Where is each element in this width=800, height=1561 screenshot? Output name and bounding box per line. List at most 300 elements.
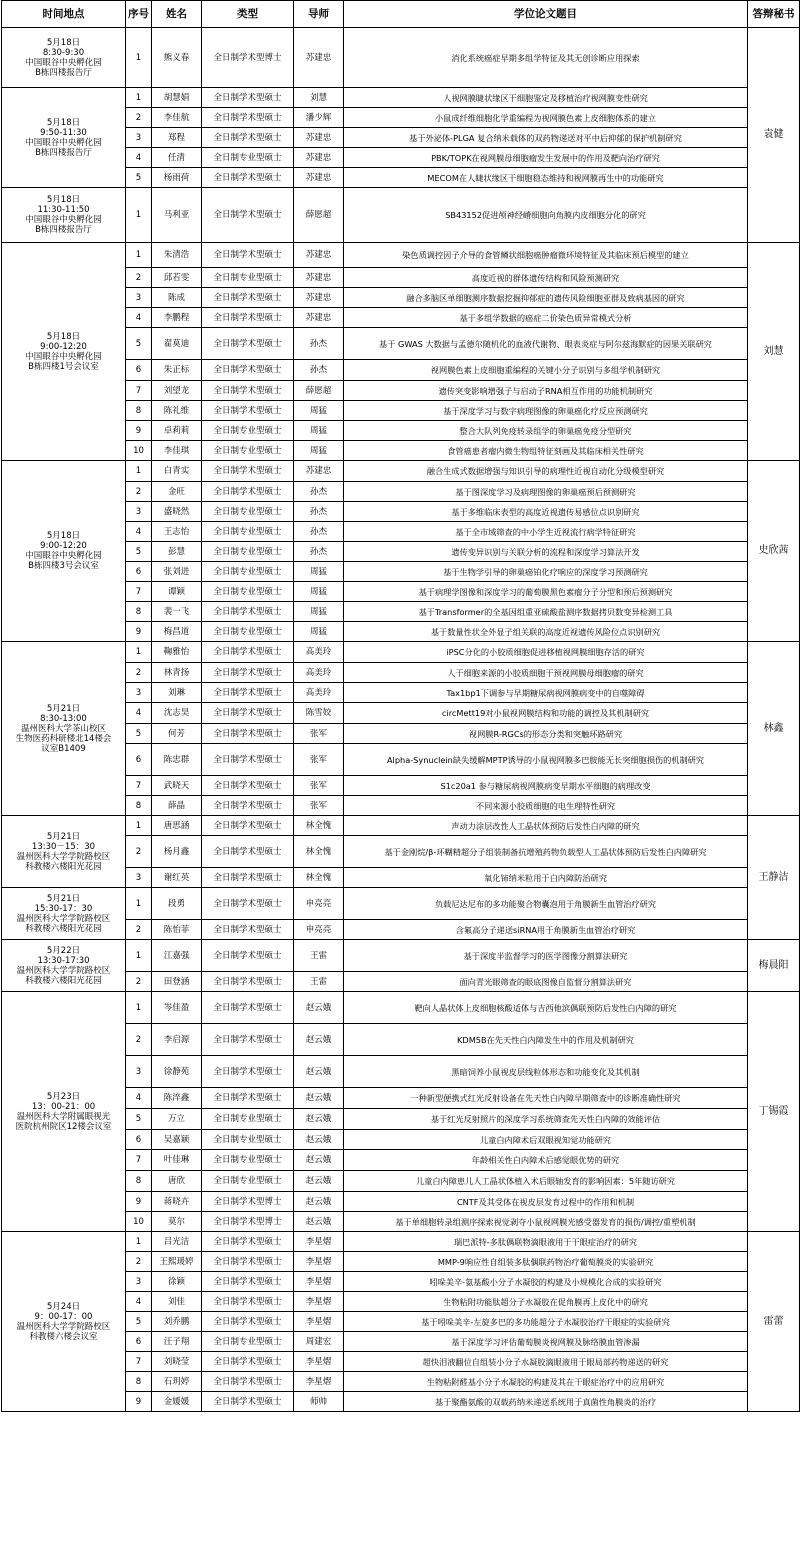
- thesis-title: 整合大队列免疫转录组学的卵巢癌免疫分型研究: [344, 421, 748, 441]
- degree-type: 全日制学术型硕士: [202, 1352, 294, 1372]
- advisor-name: 刘慧: [294, 88, 344, 108]
- thesis-title: 人视网膜睫状缘区干细胞鉴定及移植治疗视网膜变性研究: [344, 88, 748, 108]
- table-row: [2, 1232, 800, 1252]
- advisor-name: 张军: [294, 796, 344, 816]
- degree-type: 全日制学术型硕士: [202, 776, 294, 796]
- student-name: 王熙瑗婷: [152, 1252, 202, 1272]
- row-number: 3: [126, 868, 152, 888]
- degree-type: 全日制学术型硕士: [202, 188, 294, 243]
- thesis-title: 靶向人晶状体上皮细胞核酸适体与吉西他滨偶联预防后发性白内障的研究: [344, 992, 748, 1024]
- thesis-title: 声动力涂层改性人工晶状体预防后发性白内障的研究: [344, 816, 748, 836]
- thesis-title: 基于数量性状全外显子组关联的高度近视遗传风险位点识别研究: [344, 622, 748, 642]
- row-number: 3: [126, 502, 152, 522]
- session-time-location: [2, 243, 126, 461]
- session-line: 温州医科大学学院路校区: [16, 965, 111, 976]
- table-row: [2, 88, 800, 108]
- thesis-title: 吲哚美辛-氨基酸小分子水凝胶的构建及小规模化合成的实验研究: [344, 1272, 748, 1292]
- table-row: [2, 642, 800, 663]
- session-line: 5月21日: [46, 893, 81, 904]
- row-number: 8: [126, 796, 152, 816]
- degree-type: 全日制学术型硕士: [202, 1312, 294, 1332]
- student-name: 陈成: [152, 288, 202, 308]
- advisor-name: 薛愿超: [294, 188, 344, 243]
- thesis-title: 视网膜色素上皮细胞重编程的关键小分子识别与多组学机制研究: [344, 360, 748, 381]
- row-number: 3: [126, 683, 152, 703]
- advisor-name: 陈雪姣: [294, 703, 344, 724]
- table-row: [2, 461, 800, 482]
- row-number: 6: [126, 1130, 152, 1150]
- degree-type: 全日制学术型硕士: [202, 1056, 294, 1088]
- table-row: [2, 188, 800, 243]
- row-number: 7: [126, 381, 152, 401]
- degree-type: 全日制学术型硕士: [202, 816, 294, 836]
- degree-type: 全日制专业型硕士: [202, 421, 294, 441]
- session-line: 科教楼六楼阳光花园: [25, 975, 102, 986]
- advisor-name: 孙杰: [294, 360, 344, 381]
- thesis-title: 瑞巴派特-多肽偶联物滴眼液用于干眼症治疗的研究: [344, 1232, 748, 1252]
- advisor-name: 林全愧: [294, 868, 344, 888]
- table-row: [2, 940, 800, 972]
- advisor-name: 王雷: [294, 972, 344, 992]
- thesis-title: 基于红光反射照片的深度学习系统筛查先天性白内障的效能评估: [344, 1109, 748, 1130]
- row-number: 9: [126, 622, 152, 642]
- degree-type: 全日制学术型硕士: [202, 703, 294, 724]
- degree-type: 全日制学术型硕士: [202, 108, 294, 128]
- row-number: 2: [126, 1024, 152, 1056]
- thesis-title: 基于深度学习评估葡萄膜炎视网膜及脉络膜血管渗漏: [344, 1332, 748, 1352]
- row-number: 3: [126, 1272, 152, 1292]
- advisor-name: 周建宏: [294, 1332, 344, 1352]
- degree-type: 全日制学术型硕士: [202, 744, 294, 776]
- row-number: 8: [126, 602, 152, 622]
- student-name: 邱若雯: [152, 268, 202, 288]
- advisor-name: 苏建忠: [294, 128, 344, 148]
- session-line: 15:30-17：30: [34, 903, 93, 914]
- thesis-title: 年龄相关性白内障术后感觉眼优势的研究: [344, 1150, 748, 1171]
- advisor-name: 苏建忠: [294, 308, 344, 328]
- student-name: 胡慧娟: [152, 88, 202, 108]
- student-name: 李鹏程: [152, 308, 202, 328]
- row-number: 7: [126, 1150, 152, 1171]
- session-time-location: [2, 816, 126, 888]
- advisor-name: 张军: [294, 744, 344, 776]
- session-line: 5月22日: [46, 945, 81, 956]
- degree-type: 全日制学术型硕士: [202, 168, 294, 188]
- advisor-name: 苏建忠: [294, 168, 344, 188]
- thesis-title: 负载尼达尼布的多功能聚合物囊泡用于角膜新生血管治疗研究: [344, 888, 748, 920]
- degree-type: 全日制学术型硕士: [202, 360, 294, 381]
- table-row: [2, 816, 800, 836]
- thesis-title: 一种新型便携式红光反射设备在先天性白内障早期筛查中的诊断准确性研究: [344, 1088, 748, 1109]
- session-line: B栋四楼1号会议室: [28, 361, 99, 372]
- thesis-title: 儿童白内障患儿人工晶状体植入术后眼轴发育的影响因素：5年随访研究: [344, 1171, 748, 1192]
- degree-type: 全日制学术型硕士: [202, 972, 294, 992]
- advisor-name: 苏建忠: [294, 243, 344, 268]
- degree-type: 全日制学术型硕士: [202, 128, 294, 148]
- degree-type: 全日制学术型硕士: [202, 888, 294, 920]
- advisor-name: 赵云娥: [294, 992, 344, 1024]
- degree-type: 全日制专业型硕士: [202, 1109, 294, 1130]
- student-name: 陈礼维: [152, 401, 202, 421]
- row-number: 4: [126, 308, 152, 328]
- row-number: 2: [126, 268, 152, 288]
- thesis-title: PBK/TOPK在视网膜母细胞瘤发生发展中的作用及靶向治疗研究: [344, 148, 748, 168]
- thesis-title: 融合生成式数据增强与知识引导的病理性近视自动化分级模型研究: [344, 461, 748, 482]
- degree-type: 全日制专业型硕士: [202, 622, 294, 642]
- advisor-name: 赵云娥: [294, 1130, 344, 1150]
- student-name: 万立: [152, 1109, 202, 1130]
- header-thesis-title: 学位论文题目: [344, 1, 748, 28]
- student-name: 盛晓然: [152, 502, 202, 522]
- session-line: 9:00-12:20: [40, 541, 87, 551]
- session-line: 5月23日: [46, 1091, 81, 1102]
- degree-type: 全日制学术型硕士: [202, 683, 294, 703]
- defense-secretary: 王静洁: [748, 816, 800, 940]
- thesis-title: 生物粘附功能肽超分子水凝胶在促角膜再上皮化中的研究: [344, 1292, 748, 1312]
- defense-secretary: 丁锡霞: [748, 992, 800, 1232]
- row-number: 1: [126, 188, 152, 243]
- thesis-title: 基于吲哚美辛-左旋多巴的多功能超分子水凝胶治疗干眼症的实验研究: [344, 1312, 748, 1332]
- defense-secretary: 林鑫: [748, 642, 800, 816]
- advisor-name: 周猛: [294, 401, 344, 421]
- session-line: 13:30－15：30: [31, 841, 96, 852]
- student-name: 卓莉莉: [152, 421, 202, 441]
- degree-type: 全日制学术型硕士: [202, 401, 294, 421]
- advisor-name: 李星熠: [294, 1312, 344, 1332]
- session-line: 中国眼谷中央孵化园: [25, 57, 102, 68]
- student-name: 叶佳琳: [152, 1150, 202, 1171]
- advisor-name: 林全愧: [294, 836, 344, 868]
- degree-type: 全日制专业型硕士: [202, 522, 294, 542]
- degree-type: 全日制专业型硕士: [202, 441, 294, 461]
- row-number: 7: [126, 582, 152, 602]
- thesis-title: 面向青光眼筛查的眼底图像自监督分割算法研究: [344, 972, 748, 992]
- degree-type: 全日制学术型硕士: [202, 88, 294, 108]
- table-row: [2, 992, 800, 1024]
- degree-type: 全日制专业型硕士: [202, 1130, 294, 1150]
- header-type: 类型: [202, 1, 294, 28]
- session-time-location: [2, 188, 126, 243]
- advisor-name: 赵云娥: [294, 1024, 344, 1056]
- thesis-title: 融合多脑区单细胞测序数据挖掘抑郁症的遗传风险细胞亚群及致病基因的研究: [344, 288, 748, 308]
- session-time-location: [2, 940, 126, 992]
- session-time-location: [2, 461, 126, 642]
- table-row: [2, 28, 800, 88]
- header-advisor: 导师: [294, 1, 344, 28]
- student-name: 林青扬: [152, 663, 202, 683]
- row-number: 6: [126, 360, 152, 381]
- thesis-title: 不同来源小胶质细胞的电生理特性研究: [344, 796, 748, 816]
- session-line: 8:30-9:30: [42, 47, 85, 58]
- session-line: 5月21日: [46, 831, 81, 842]
- student-name: 马利亚: [152, 188, 202, 243]
- thesis-title: 小鼠成纤维细胞化学重编程为视网膜色素上皮细胞体系的建立: [344, 108, 748, 128]
- student-name: 吴嘉颖: [152, 1130, 202, 1150]
- thesis-title: 基于金刚烷/β-环糊精超分子组装制备抗增殖药物负载型人工晶状体预防后发性白内障研究: [344, 836, 748, 868]
- degree-type: 全日制学术型硕士: [202, 1272, 294, 1292]
- degree-type: 全日制学术型博士: [202, 1192, 294, 1212]
- student-name: 段勇: [152, 888, 202, 920]
- defense-secretary: 刘慧: [748, 243, 800, 461]
- row-number: 9: [126, 1192, 152, 1212]
- student-name: 李佳琪: [152, 441, 202, 461]
- header-secretary: 答辩秘书: [748, 1, 800, 28]
- advisor-name: 高美玲: [294, 663, 344, 683]
- row-number: 1: [126, 992, 152, 1024]
- advisor-name: 王雷: [294, 940, 344, 972]
- degree-type: 全日制学术型硕士: [202, 1372, 294, 1392]
- advisor-name: 孙杰: [294, 522, 344, 542]
- advisor-name: 赵云娥: [294, 1109, 344, 1130]
- advisor-name: 苏建忠: [294, 288, 344, 308]
- thesis-title: 含氟高分子递送siRNA用于角膜新生血管治疗研究: [344, 920, 748, 940]
- defense-secretary: 袁健: [748, 28, 800, 243]
- row-number: 1: [126, 243, 152, 268]
- advisor-name: 苏建忠: [294, 28, 344, 88]
- session-line: 5月18日: [46, 117, 81, 128]
- student-name: 陈淬鑫: [152, 1088, 202, 1109]
- degree-type: 全日制学术型硕士: [202, 1024, 294, 1056]
- student-name: 吕光洁: [152, 1232, 202, 1252]
- row-number: 3: [126, 288, 152, 308]
- student-name: 翟莫迪: [152, 328, 202, 360]
- thesis-title: 基于深度学习与数字病理图像的卵巢癌化疗反应预测研究: [344, 401, 748, 421]
- defense-schedule-table: [1, 0, 800, 1412]
- degree-type: 全日制专业型硕士: [202, 1150, 294, 1171]
- session-time-location: [2, 888, 126, 940]
- advisor-name: 张军: [294, 776, 344, 796]
- advisor-name: 高美玲: [294, 642, 344, 663]
- degree-type: 全日制学术型博士: [202, 1212, 294, 1232]
- row-number: 2: [126, 972, 152, 992]
- advisor-name: 赵云娥: [294, 1212, 344, 1232]
- student-name: 沈志昊: [152, 703, 202, 724]
- row-number: 5: [126, 168, 152, 188]
- thesis-title: 基于 GWAS 大数据与孟德尔随机化的血液代谢物、眼表炎症与阿尔兹海默症的因果关联研究: [344, 328, 748, 360]
- row-number: 4: [126, 148, 152, 168]
- student-name: 刘佳: [152, 1292, 202, 1312]
- student-name: 郑程: [152, 128, 202, 148]
- degree-type: 全日制学术型硕士: [202, 1392, 294, 1412]
- header-number: 序号: [126, 1, 152, 28]
- advisor-name: 潘少辉: [294, 108, 344, 128]
- student-name: 张刘进: [152, 562, 202, 582]
- session-time-location: [2, 88, 126, 188]
- degree-type: 全日制学术型硕士: [202, 328, 294, 360]
- row-number: 10: [126, 441, 152, 461]
- session-line: 5月18日: [46, 195, 81, 205]
- thesis-title: 基于单细胞转录组测序探索视觉剥夺小鼠视网膜光感受器发育的损伤/调控/重塑机制: [344, 1212, 748, 1232]
- thesis-title: 基于病理学图像和深度学习的葡萄膜黑色素瘤分子分型和预后预测研究: [344, 582, 748, 602]
- student-name: 唐思涵: [152, 816, 202, 836]
- row-number: 8: [126, 401, 152, 421]
- thesis-title: 遗传突变影响增强子与启动子RNA相互作用的功能机制研究: [344, 381, 748, 401]
- advisor-name: 周猛: [294, 441, 344, 461]
- row-number: 2: [126, 920, 152, 940]
- advisor-name: 李星熠: [294, 1232, 344, 1252]
- advisor-name: 周猛: [294, 562, 344, 582]
- row-number: 4: [126, 703, 152, 724]
- advisor-name: 赵云娥: [294, 1088, 344, 1109]
- session-line: 11:30-11:50: [37, 205, 90, 215]
- session-line: 5月18日: [46, 531, 81, 541]
- session-line: 5月18日: [46, 331, 81, 342]
- row-number: 2: [126, 1252, 152, 1272]
- session-time-location: [2, 642, 126, 816]
- row-number: 8: [126, 1372, 152, 1392]
- student-name: 鞠雅怡: [152, 642, 202, 663]
- row-number: 1: [126, 816, 152, 836]
- advisor-name: 高美玲: [294, 683, 344, 703]
- row-number: 1: [126, 642, 152, 663]
- student-name: 唐欣: [152, 1171, 202, 1192]
- student-name: 任清: [152, 148, 202, 168]
- degree-type: 全日制学术型硕士: [202, 940, 294, 972]
- thesis-title: KDM5B在先天性白内障发生中的作用及机制研究: [344, 1024, 748, 1056]
- student-name: 陈怡菲: [152, 920, 202, 940]
- student-name: 江嘉强: [152, 940, 202, 972]
- student-name: 武晓天: [152, 776, 202, 796]
- session-line: 5月21日: [46, 703, 81, 714]
- row-number: 3: [126, 128, 152, 148]
- student-name: 白青实: [152, 461, 202, 482]
- student-name: 蒋晓卉: [152, 1192, 202, 1212]
- session-time-location: [2, 992, 126, 1232]
- thesis-title: 遗传变异识别与关联分析的流程和深度学习算法开发: [344, 542, 748, 562]
- session-line: 科教楼六楼会议室: [29, 1331, 98, 1342]
- student-name: 朱清浩: [152, 243, 202, 268]
- row-number: 9: [126, 421, 152, 441]
- student-name: 岑佳盈: [152, 992, 202, 1024]
- student-name: 刘晓莹: [152, 1352, 202, 1372]
- thesis-title: 基于生物学引导的卵巢癌铂化疗响应的深度学习预测研究: [344, 562, 748, 582]
- degree-type: 全日制学术型硕士: [202, 868, 294, 888]
- session-line: 13:30-17:30: [37, 955, 90, 966]
- thesis-title: 超快泪液翻位自组装小分子水凝胶滴眼液用于眼局部药物递送的研究: [344, 1352, 748, 1372]
- thesis-title: Alpha-Synuclein缺失缓解MPTP诱导的小鼠视网膜多巴胺能无长突细胞损伤的机制研究: [344, 744, 748, 776]
- row-number: 4: [126, 1292, 152, 1312]
- student-name: 金旺: [152, 482, 202, 502]
- student-name: 莫尔: [152, 1212, 202, 1232]
- advisor-name: 林全愧: [294, 816, 344, 836]
- session-line: 13：00-21：00: [31, 1101, 96, 1112]
- row-number: 1: [126, 888, 152, 920]
- thesis-title: 基于深度半监督学习的医学图像分割算法研究: [344, 940, 748, 972]
- defense-secretary: 梅晨阳: [748, 940, 800, 992]
- student-name: 田登涵: [152, 972, 202, 992]
- advisor-name: 苏建忠: [294, 268, 344, 288]
- thesis-title: Tax1bp1下调参与早期糖尿病视网膜病变中的自噬障碍: [344, 683, 748, 703]
- advisor-name: 申亮亮: [294, 888, 344, 920]
- advisor-name: 李星熠: [294, 1352, 344, 1372]
- session-time-location: [2, 28, 126, 88]
- student-name: 刘望龙: [152, 381, 202, 401]
- thesis-title: 氧化铈纳米粒用于白内障防治研究: [344, 868, 748, 888]
- degree-type: 全日制学术型硕士: [202, 920, 294, 940]
- thesis-title: MECOM在人睫状缘区干细胞稳态维持和视网膜再生中的功能研究: [344, 168, 748, 188]
- advisor-name: 李星熠: [294, 1272, 344, 1292]
- session-line: 温州医科大学学院路校区: [16, 851, 111, 862]
- degree-type: 全日制专业型硕士: [202, 1332, 294, 1352]
- student-name: 李启源: [152, 1024, 202, 1056]
- student-name: 薛晶: [152, 796, 202, 816]
- advisor-name: 苏建忠: [294, 461, 344, 482]
- student-name: 刘乔鹏: [152, 1312, 202, 1332]
- thesis-title: 染色质调控因子介导的食管鳞状细胞癌肿瘤微环境特征及其临床预后模型的建立: [344, 243, 748, 268]
- advisor-name: 孙杰: [294, 502, 344, 522]
- row-number: 2: [126, 836, 152, 868]
- degree-type: 全日制学术型硕士: [202, 602, 294, 622]
- session-line: 5月18日: [46, 37, 81, 48]
- defense-secretary: 史欣茜: [748, 461, 800, 642]
- session-line: 中国眼谷中央孵化园: [25, 137, 102, 148]
- row-number: 6: [126, 1332, 152, 1352]
- advisor-name: 周猛: [294, 421, 344, 441]
- row-number: 2: [126, 663, 152, 683]
- session-time-location: [2, 1232, 126, 1412]
- degree-type: 全日制学术型硕士: [202, 308, 294, 328]
- advisor-name: 周猛: [294, 622, 344, 642]
- row-number: 1: [126, 28, 152, 88]
- degree-type: 全日制学术型硕士: [202, 1252, 294, 1272]
- header-name: 姓名: [152, 1, 202, 28]
- header-time-location: 时间地点: [2, 1, 126, 28]
- degree-type: 全日制学术型博士: [202, 28, 294, 88]
- session-line: 科教楼六楼阳光花园: [25, 861, 102, 872]
- degree-type: 全日制专业型硕士: [202, 542, 294, 562]
- student-name: 谭颖: [152, 582, 202, 602]
- session-line: 9：00-17：00: [34, 1311, 93, 1322]
- defense-secretary: 雷蕾: [748, 1232, 800, 1412]
- thesis-title: CNTF及其受体在视皮层发育过程中的作用和机制: [344, 1192, 748, 1212]
- degree-type: 全日制学术型硕士: [202, 1088, 294, 1109]
- thesis-title: 儿童白内障术后双眼视知觉功能研究: [344, 1130, 748, 1150]
- row-number: 8: [126, 1171, 152, 1192]
- student-name: 李佳航: [152, 108, 202, 128]
- session-line: 议室B1409: [41, 743, 86, 754]
- advisor-name: 孙杰: [294, 542, 344, 562]
- session-line: B栋四楼3号会议室: [28, 561, 99, 571]
- advisor-name: 李星熠: [294, 1292, 344, 1312]
- degree-type: 全日制学术型硕士: [202, 1292, 294, 1312]
- degree-type: 全日制学术型硕士: [202, 663, 294, 683]
- degree-type: 全日制学术型硕士: [202, 381, 294, 401]
- thesis-title: 基于全市域筛查的中小学生近视流行病学特征研究: [344, 522, 748, 542]
- student-name: 徐静苑: [152, 1056, 202, 1088]
- session-line: 温州医科大学茶山校区: [20, 723, 106, 734]
- table-row: [2, 888, 800, 920]
- student-name: 朱正标: [152, 360, 202, 381]
- row-number: 1: [126, 461, 152, 482]
- row-number: 7: [126, 1352, 152, 1372]
- row-number: 5: [126, 542, 152, 562]
- thesis-title: 基于多组学数据的癌症二价染色质异常模式分析: [344, 308, 748, 328]
- row-number: 3: [126, 1056, 152, 1088]
- degree-type: 全日制学术型硕士: [202, 1232, 294, 1252]
- session-line: 中国眼谷中央孵化园: [25, 351, 102, 362]
- advisor-name: 李星熠: [294, 1372, 344, 1392]
- session-line: 生物医药科研楼北14楼会: [15, 733, 112, 744]
- row-number: 5: [126, 328, 152, 360]
- row-number: 1: [126, 940, 152, 972]
- advisor-name: 申亮亮: [294, 920, 344, 940]
- thesis-title: 基于图深度学习及病理图像的卵巢癌预后预测研究: [344, 482, 748, 502]
- advisor-name: 孙杰: [294, 328, 344, 360]
- student-name: 杨月鑫: [152, 836, 202, 868]
- degree-type: 全日制学术型硕士: [202, 724, 294, 744]
- advisor-name: 孙杰: [294, 482, 344, 502]
- row-number: 5: [126, 724, 152, 744]
